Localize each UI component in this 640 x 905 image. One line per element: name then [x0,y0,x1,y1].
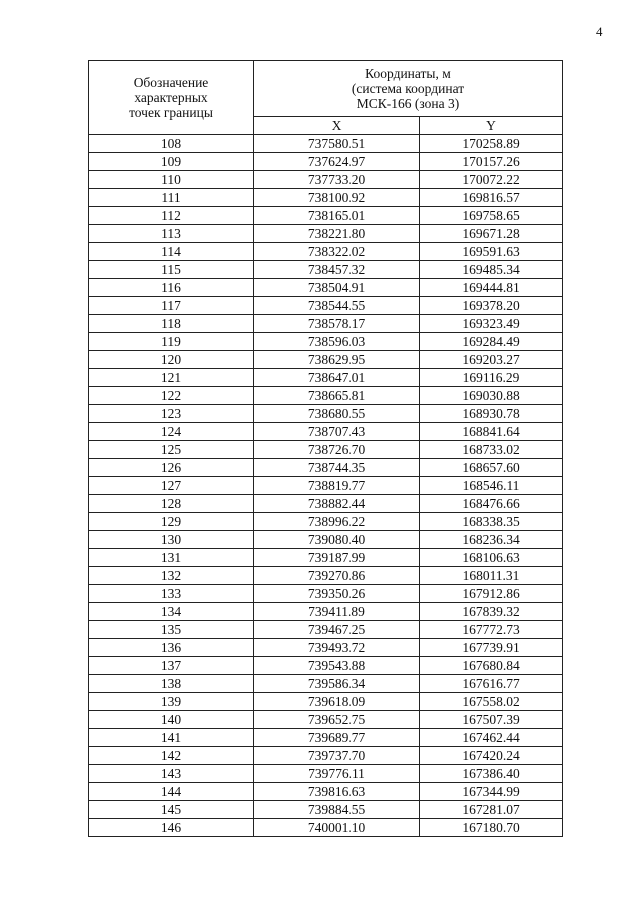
point-number-cell: 128 [89,495,254,513]
x-coordinate-cell: 739270.86 [254,567,420,585]
x-coordinate-cell: 739493.72 [254,639,420,657]
point-number-cell: 130 [89,531,254,549]
y-coordinate-cell: 167281.07 [420,801,563,819]
x-coordinate-cell: 738680.55 [254,405,420,423]
x-coordinate-cell: 739187.99 [254,549,420,567]
page-number: 4 [596,24,603,39]
point-number-cell: 146 [89,819,254,837]
x-coordinate-cell: 738165.01 [254,207,420,225]
y-coordinate-cell: 168106.63 [420,549,563,567]
x-coordinate-cell: 739689.77 [254,729,420,747]
point-number-cell: 123 [89,405,254,423]
x-coordinate-cell: 738100.92 [254,189,420,207]
table-row [89,513,563,531]
point-number-cell: 113 [89,225,254,243]
table-row [89,801,563,819]
y-coordinate-cell: 167558.02 [420,693,563,711]
table-row [89,477,563,495]
point-number-cell: 138 [89,675,254,693]
table-row [89,423,563,441]
point-number-cell: 122 [89,387,254,405]
point-number-cell: 140 [89,711,254,729]
table-row [89,639,563,657]
x-coordinate-cell: 737733.20 [254,171,420,189]
x-coordinate-cell: 737580.51 [254,135,420,153]
table-row [89,351,563,369]
y-coordinate-cell: 167507.39 [420,711,563,729]
y-coordinate-cell: 167420.24 [420,747,563,765]
x-coordinate-cell: 739776.11 [254,765,420,783]
x-coordinate-cell: 738819.77 [254,477,420,495]
point-number-cell: 108 [89,135,254,153]
point-number-cell: 126 [89,459,254,477]
table-header [89,61,563,135]
x-coordinate-cell: 738629.95 [254,351,420,369]
table-row [89,189,563,207]
point-number-cell: 112 [89,207,254,225]
y-coordinate-cell: 168338.35 [420,513,563,531]
point-number-cell: 141 [89,729,254,747]
point-number-cell: 133 [89,585,254,603]
point-number-cell: 145 [89,801,254,819]
point-number-cell: 143 [89,765,254,783]
table-row [89,297,563,315]
y-coordinate-cell: 167912.86 [420,585,563,603]
x-coordinate-cell: 738504.91 [254,279,420,297]
header-coordinates: Координаты, м (система координат МСК-166 (зона 3) [254,61,563,117]
point-number-cell: 111 [89,189,254,207]
point-number-cell: 124 [89,423,254,441]
y-coordinate-cell: 169116.29 [420,369,563,387]
point-number-cell: 116 [89,279,254,297]
table-row [89,729,563,747]
y-coordinate-cell: 169284.49 [420,333,563,351]
x-coordinate-cell: 738707.43 [254,423,420,441]
table-row [89,747,563,765]
point-number-cell: 115 [89,261,254,279]
table-row [89,549,563,567]
table-row [89,369,563,387]
point-number-cell: 110 [89,171,254,189]
x-coordinate-cell: 737624.97 [254,153,420,171]
y-coordinate-cell: 167386.40 [420,765,563,783]
y-coordinate-cell: 168657.60 [420,459,563,477]
table-row [89,657,563,675]
table-row [89,207,563,225]
x-coordinate-cell: 739816.63 [254,783,420,801]
y-coordinate-cell: 168236.34 [420,531,563,549]
x-coordinate-cell: 738996.22 [254,513,420,531]
x-coordinate-cell: 739350.26 [254,585,420,603]
table-row [89,765,563,783]
y-coordinate-cell: 169030.88 [420,387,563,405]
x-coordinate-cell: 739884.55 [254,801,420,819]
y-coordinate-cell: 168841.64 [420,423,563,441]
header-row-main [89,61,563,117]
x-coordinate-cell: 738457.32 [254,261,420,279]
point-number-cell: 142 [89,747,254,765]
point-number-cell: 132 [89,567,254,585]
table-row [89,621,563,639]
x-coordinate-cell: 739737.70 [254,747,420,765]
x-coordinate-cell: 739586.34 [254,675,420,693]
y-coordinate-cell: 168546.11 [420,477,563,495]
header-x: X [254,117,420,135]
point-number-cell: 137 [89,657,254,675]
table-row [89,261,563,279]
x-coordinate-cell: 738647.01 [254,369,420,387]
table-row [89,783,563,801]
y-coordinate-cell: 169758.65 [420,207,563,225]
x-coordinate-cell: 738726.70 [254,441,420,459]
header-designation: Обозначение характерных точек границы [89,61,254,135]
y-coordinate-cell: 169323.49 [420,315,563,333]
table-row [89,333,563,351]
table-row [89,441,563,459]
table-row [89,171,563,189]
table-row [89,315,563,333]
table-row [89,495,563,513]
y-coordinate-cell: 167772.73 [420,621,563,639]
y-coordinate-cell: 169816.57 [420,189,563,207]
y-coordinate-cell: 170258.89 [420,135,563,153]
y-coordinate-cell: 168733.02 [420,441,563,459]
x-coordinate-cell: 739411.89 [254,603,420,621]
table-row [89,585,563,603]
x-coordinate-cell: 739652.75 [254,711,420,729]
x-coordinate-cell: 739080.40 [254,531,420,549]
y-coordinate-cell: 169378.20 [420,297,563,315]
point-number-cell: 119 [89,333,254,351]
table-row [89,225,563,243]
y-coordinate-cell: 169671.28 [420,225,563,243]
table-row [89,405,563,423]
x-coordinate-cell: 738665.81 [254,387,420,405]
header-y: Y [420,117,563,135]
table-row [89,711,563,729]
y-coordinate-cell: 168930.78 [420,405,563,423]
table-row [89,693,563,711]
y-coordinate-cell: 167739.91 [420,639,563,657]
point-number-cell: 144 [89,783,254,801]
x-coordinate-cell: 738578.17 [254,315,420,333]
table-body [89,135,563,837]
y-coordinate-cell: 168011.31 [420,567,563,585]
table-row [89,819,563,837]
x-coordinate-cell: 738544.55 [254,297,420,315]
y-coordinate-cell: 167344.99 [420,783,563,801]
point-number-cell: 121 [89,369,254,387]
y-coordinate-cell: 169203.27 [420,351,563,369]
table-row [89,603,563,621]
table-row [89,279,563,297]
y-coordinate-cell: 170157.26 [420,153,563,171]
x-coordinate-cell: 738882.44 [254,495,420,513]
y-coordinate-cell: 168476.66 [420,495,563,513]
y-coordinate-cell: 170072.22 [420,171,563,189]
point-number-cell: 135 [89,621,254,639]
x-coordinate-cell: 738322.02 [254,243,420,261]
point-number-cell: 127 [89,477,254,495]
x-coordinate-cell: 738596.03 [254,333,420,351]
point-number-cell: 139 [89,693,254,711]
x-coordinate-cell: 739618.09 [254,693,420,711]
x-coordinate-cell: 738221.80 [254,225,420,243]
point-number-cell: 131 [89,549,254,567]
point-number-cell: 109 [89,153,254,171]
point-number-cell: 114 [89,243,254,261]
x-coordinate-cell: 739543.88 [254,657,420,675]
table-row [89,135,563,153]
x-coordinate-cell: 740001.10 [254,819,420,837]
y-coordinate-cell: 169485.34 [420,261,563,279]
table-row [89,153,563,171]
point-number-cell: 118 [89,315,254,333]
y-coordinate-cell: 167180.70 [420,819,563,837]
table-row [89,243,563,261]
y-coordinate-cell: 167616.77 [420,675,563,693]
table-row [89,387,563,405]
point-number-cell: 117 [89,297,254,315]
y-coordinate-cell: 167680.84 [420,657,563,675]
y-coordinate-cell: 167839.32 [420,603,563,621]
table-row [89,459,563,477]
table-row [89,675,563,693]
y-coordinate-cell: 167462.44 [420,729,563,747]
y-coordinate-cell: 169444.81 [420,279,563,297]
point-number-cell: 136 [89,639,254,657]
point-number-cell: 134 [89,603,254,621]
table-row [89,531,563,549]
coordinates-table [88,60,563,837]
y-coordinate-cell: 169591.63 [420,243,563,261]
x-coordinate-cell: 739467.25 [254,621,420,639]
point-number-cell: 129 [89,513,254,531]
point-number-cell: 125 [89,441,254,459]
point-number-cell: 120 [89,351,254,369]
x-coordinate-cell: 738744.35 [254,459,420,477]
table-row [89,567,563,585]
